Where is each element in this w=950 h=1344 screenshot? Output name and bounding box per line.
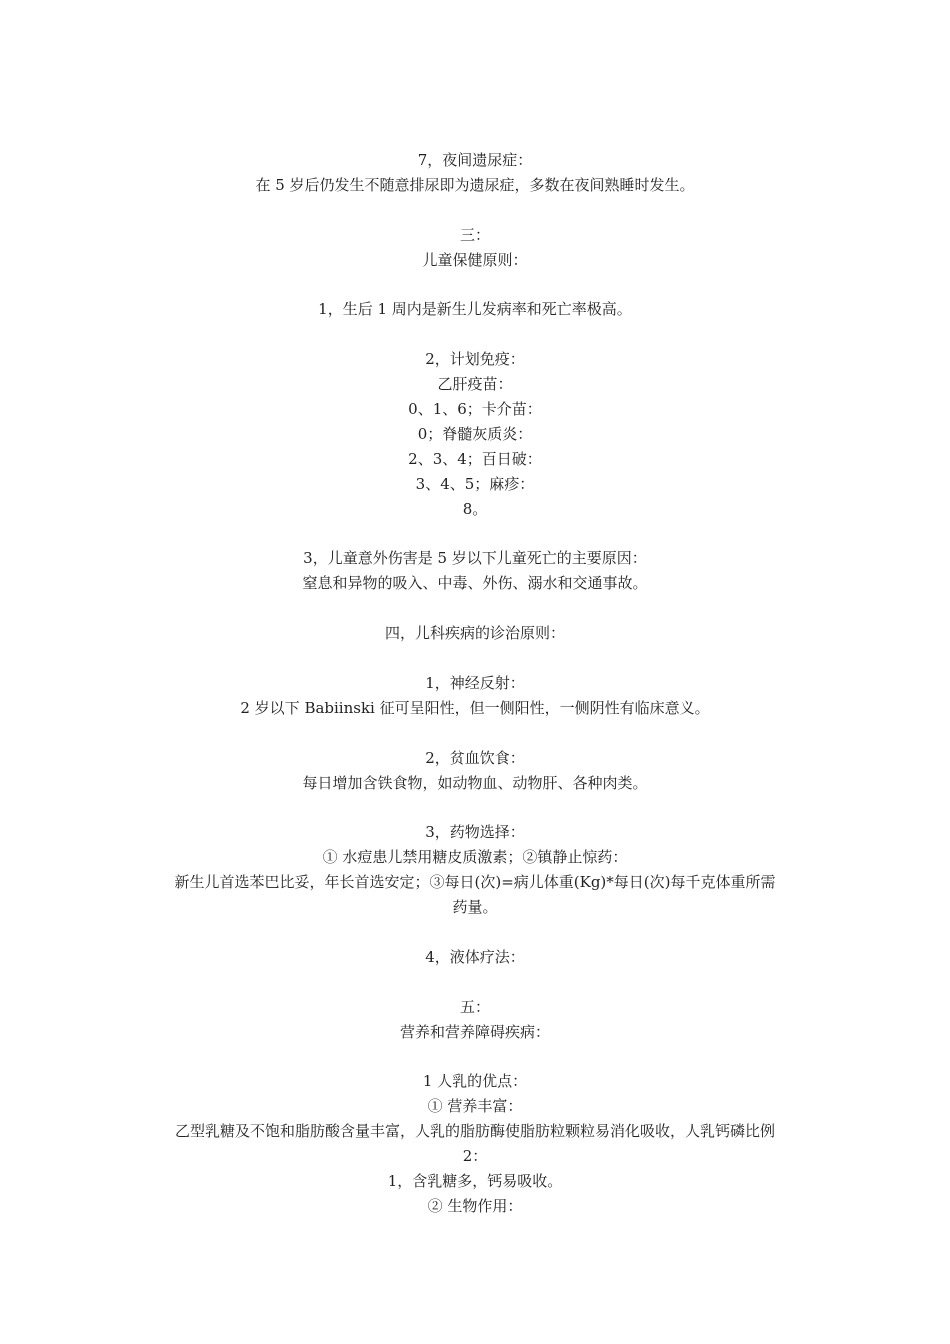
paragraph-section5: [140, 995, 810, 1045]
text-line: 7，夜间遗尿症：: [417, 151, 533, 169]
text-line: 2 岁以下 Babiinski 征可呈阳性，但一侧阳性，一侧阴性有临床意义。: [240, 698, 710, 717]
paragraph-reflex: [140, 671, 810, 721]
text-line: 在 5 岁后仍发生不随意排尿即为遗尿症，多数在夜间熟睡时发生。: [255, 175, 695, 194]
text-line: 2，贫血饮食：: [425, 748, 525, 767]
paragraph-drugs: [140, 820, 810, 920]
text-line: 儿童保健原则：: [422, 250, 528, 269]
paragraph-section3: [140, 223, 810, 273]
paragraph-breastmilk: [140, 1069, 810, 1218]
text-line: 1 人乳的优点：: [422, 1072, 528, 1091]
text-line: 4，液体疗法：: [425, 947, 525, 966]
paragraph-immunization: [140, 347, 810, 521]
paragraph-anemia: [140, 746, 810, 796]
paragraph-gap: [140, 721, 810, 746]
paragraph-gap: [140, 198, 810, 223]
paragraph-gap: [140, 970, 810, 995]
text-line: 三：: [459, 225, 490, 244]
text-line: 2、3、4；百日破：: [408, 449, 542, 468]
text-line: ② 生物作用：: [427, 1196, 523, 1215]
paragraph-gap: [140, 522, 810, 547]
text-line: 1，神经反射：: [425, 673, 525, 692]
text-line: 3，药物选择：: [425, 823, 525, 842]
text-line: 乙肝疫苗：: [437, 375, 513, 394]
text-line: 每日增加含铁食物，如动物血、动物肝、各种肉类。: [302, 773, 648, 792]
text-line: 3、4、5；麻疹：: [415, 474, 535, 493]
paragraph-gap: [140, 1044, 810, 1069]
paragraph-fluid: [140, 945, 810, 970]
paragraph-gap: [140, 920, 810, 945]
paragraph-section4: [140, 621, 810, 646]
paragraph-gap: [140, 273, 810, 298]
paragraph-gap: [140, 795, 810, 820]
paragraph-injury: [140, 546, 810, 596]
text-line: ① 水痘患儿禁用糖皮质激素；②镇静止惊药：: [322, 848, 628, 867]
paragraph-enuresis: [140, 148, 810, 198]
text-line: ① 营养丰富：: [427, 1097, 523, 1116]
paragraph-gap: [140, 322, 810, 347]
text-line: 8。: [462, 499, 488, 518]
text-line: 3，儿童意外伤害是 5 岁以下儿童死亡的主要原因：: [303, 549, 647, 568]
document-body: [140, 148, 810, 1219]
text-line: 0、1、6；卡介苗：: [408, 400, 542, 419]
text-line: 营养和营养障碍疾病：: [399, 1022, 550, 1041]
text-line: 乙型乳糖及不饱和脂肪酸含量丰富，人乳的脂肪酶使脂肪粒颗粒易消化吸收，人乳钙磷比例: [174, 1122, 775, 1141]
text-line: 1，生后 1 周内是新生儿发病率和死亡率极高。: [318, 300, 632, 319]
text-line: 新生儿首选苯巴比妥，年长首选安定；③每日(次)=病儿体重(Kg)*每日(次)每千克体重所需: [174, 873, 776, 892]
text-line: 2，计划免疫：: [425, 350, 525, 369]
text-line: 四，儿科疾病的诊治原则：: [384, 624, 565, 643]
text-line: 药量。: [452, 898, 498, 917]
text-line: 窒息和异物的吸入、中毒、外伤、溺水和交通事故。: [302, 574, 648, 593]
text-line: 1，含乳糖多，钙易吸收。: [387, 1171, 563, 1190]
paragraph-gap: [140, 646, 810, 671]
text-line: 五：: [459, 997, 490, 1016]
paragraph-gap: [140, 596, 810, 621]
text-line: 2：: [462, 1147, 488, 1166]
text-line: 0；脊髓灰质炎：: [417, 424, 533, 443]
paragraph-neonatal: [140, 297, 810, 322]
